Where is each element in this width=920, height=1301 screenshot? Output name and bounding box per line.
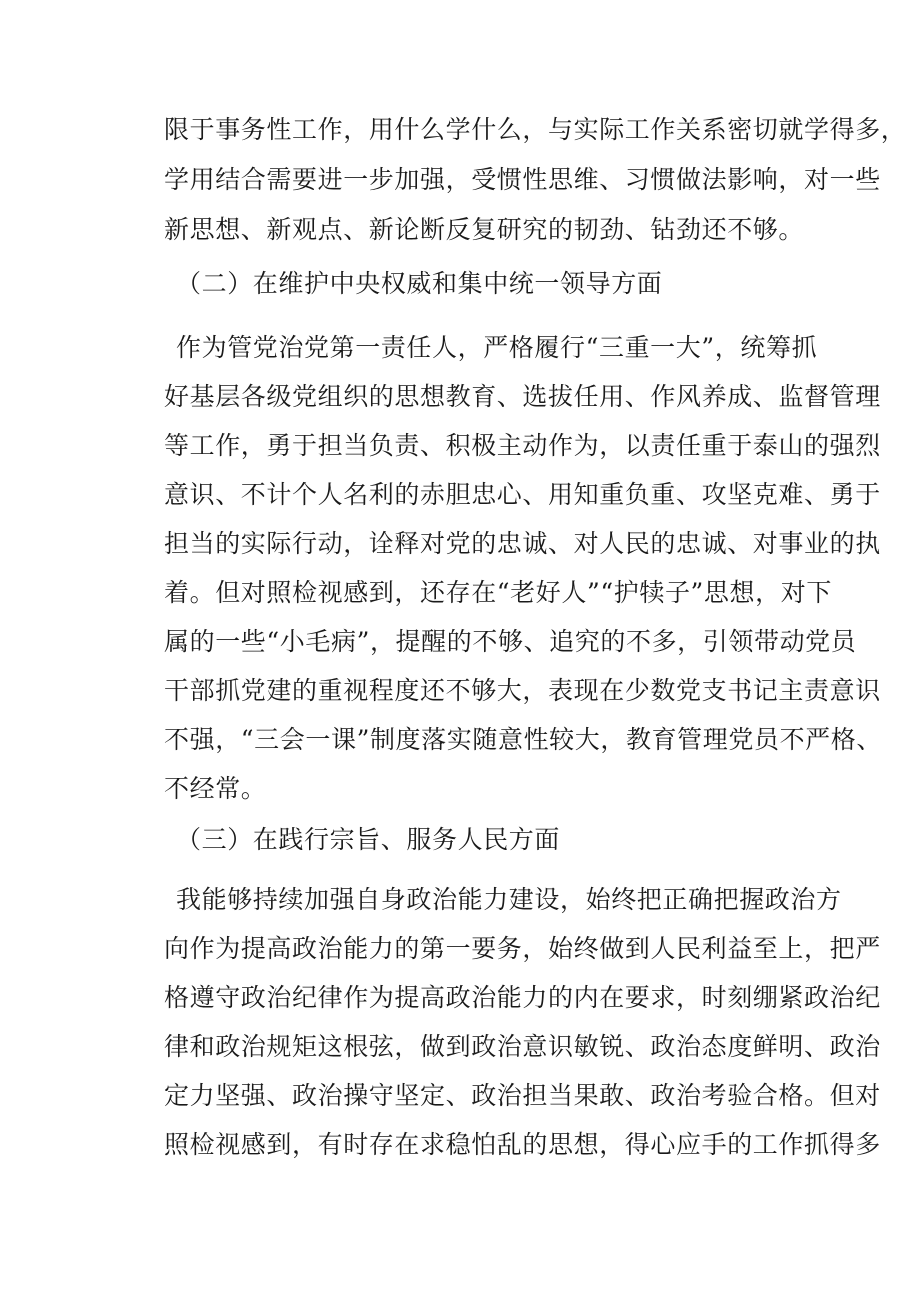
paragraph-line: 属的一些“小毛病”，提醒的不够、追究的不多，引领带动党员 [164, 627, 857, 656]
paragraph-line: 照检视感到，有时存在求稳怕乱的思想，得心应手的工作抓得多 [164, 1130, 881, 1159]
paragraph-line: 意识、不计个人名利的赤胆忠心、用知重负重、攻坚克难、勇于 [164, 480, 881, 509]
paragraph-line: 学用结合需要进一步加强，受惯性思维、习惯做法影响，对一些 [164, 165, 881, 194]
section-heading: （二）在维护中央权威和集中统一领导方面 [176, 269, 663, 298]
paragraph-line: 新思想、新观点、新论断反复研究的韧劲、钻劲还不够。 [164, 215, 805, 244]
paragraph-line: 律和政治规矩这根弦，做到政治意识敏锐、政治态度鲜明、政治 [164, 1032, 881, 1061]
paragraph-line: 我能够持续加强自身政治能力建设，始终把正确把握政治方 [176, 885, 842, 914]
paragraph-line: 不经常。 [164, 774, 267, 803]
paragraph-line: 向作为提高政治能力的第一要务，始终做到人民利益至上，把严 [164, 934, 881, 963]
paragraph-line: 干部抓党建的重视程度还不够大，表现在少数党支书记主责意识 [164, 676, 881, 705]
paragraph-line: 等工作，勇于担当负责、积极主动作为，以责任重于泰山的强烈 [164, 431, 881, 460]
paragraph-line: 定力坚强、政治操守坚定、政治担当果敢、政治考验合格。但对 [164, 1081, 881, 1110]
section-heading: （三）在践行宗旨、服务人民方面 [176, 825, 561, 854]
paragraph-line: 格遵守政治纪律作为提高政治能力的内在要求，时刻绷紧政治纪 [164, 983, 881, 1012]
paragraph-line: 限于事务性工作，用什么学什么，与实际工作关系密切就学得多， [164, 115, 907, 144]
paragraph-line: 担当的实际行动，诠释对党的忠诚、对人民的忠诚、对事业的执 [164, 529, 881, 558]
paragraph-line: 不强，“三会一课”制度落实随意性较大，教育管理党员不严格、 [164, 725, 882, 754]
paragraph-line: 着。但对照检视感到，还存在“老好人”“护犊子”思想，对下 [164, 578, 832, 607]
paragraph-line: 好基层各级党组织的思想教育、选拔任用、作风养成、监督管理 [164, 382, 881, 411]
paragraph-line: 作为管党治党第一责任人，严格履行“三重一大”，统筹抓 [176, 333, 818, 362]
